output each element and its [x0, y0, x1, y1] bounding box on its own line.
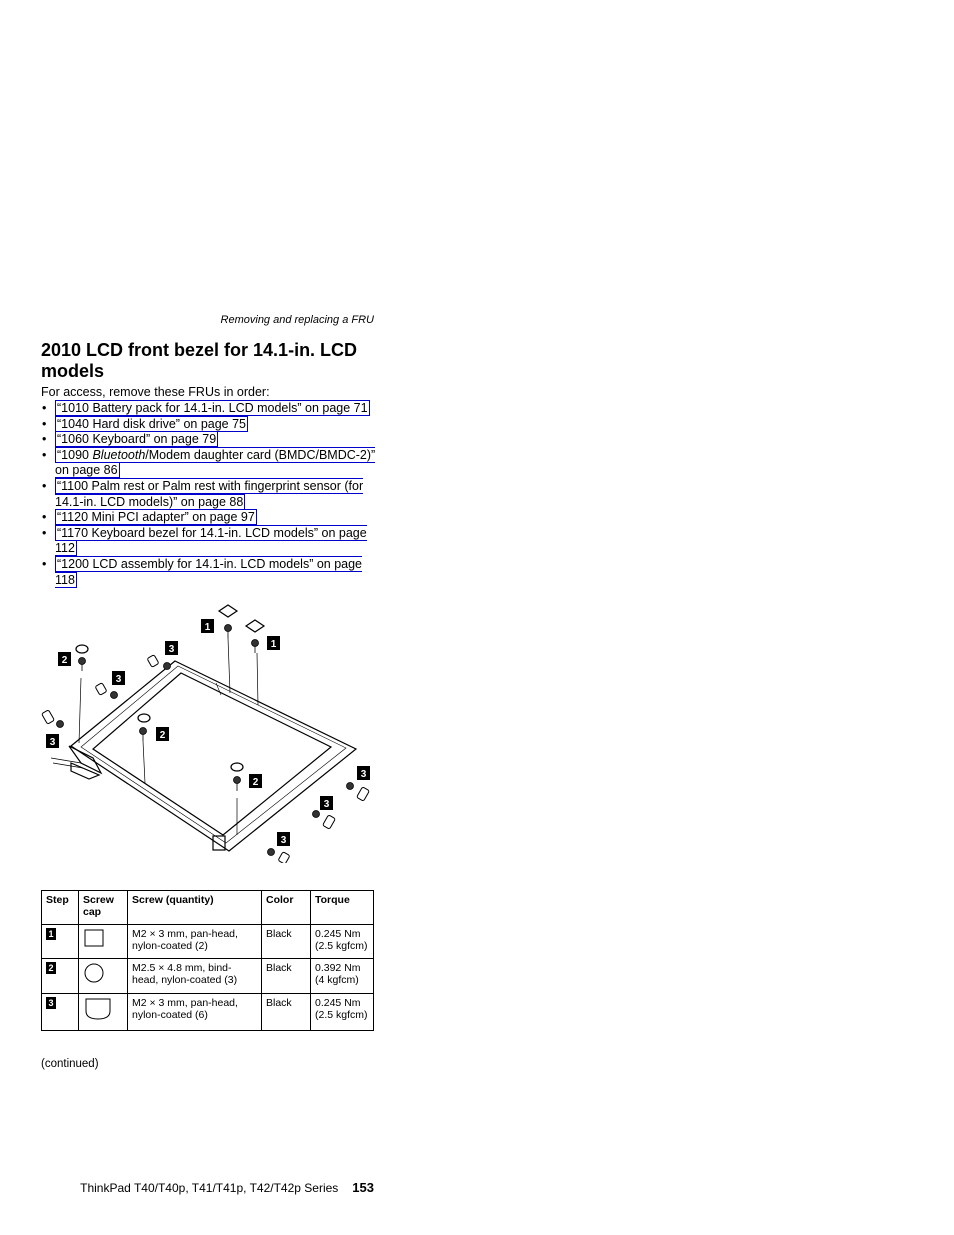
bezel-inner — [93, 673, 331, 835]
step-badge: 3 — [46, 997, 56, 1009]
screw-icon — [225, 625, 232, 632]
series-name: ThinkPad T40/T40p, T41/T41p, T42/T42p Series — [80, 1181, 339, 1195]
fru-link-1060[interactable]: “1060 Keyboard” on page 79 — [57, 432, 217, 447]
screw-spec-table — [41, 890, 374, 1031]
rubber-foot-cap-icon — [357, 787, 370, 801]
step-badge: 2 — [46, 962, 56, 974]
callout-3 — [46, 734, 59, 748]
running-head: Removing and replacing a FRU — [220, 314, 374, 326]
round-cap-icon — [83, 962, 105, 984]
table-row — [42, 925, 374, 959]
svg-text:3: 3 — [49, 737, 56, 748]
callout-3 — [357, 766, 370, 780]
screw-torque: 0.392 Nm (4 kgfcm) — [311, 959, 374, 994]
callout-2 — [249, 774, 262, 788]
screw-icon — [57, 721, 64, 728]
svg-text:3: 3 — [323, 799, 330, 810]
table-row — [42, 959, 374, 994]
fru-link-1010[interactable]: “1010 Battery pack for 14.1-in. LCD models” on page 71 — [57, 401, 368, 415]
bezel-exploded-diagram — [41, 603, 376, 863]
table-header-row — [42, 891, 374, 925]
square-cap-icon — [83, 928, 105, 948]
list-item: • “1090 Bluetooth/Modem daughter card (BMDC/BMDC-2)” on page 86 — [42, 447, 376, 478]
screw-icon — [140, 728, 147, 735]
screw-description: M2 × 3 mm, pan-head, nylon-coated (2) — [128, 925, 262, 959]
round-cap-icon — [76, 645, 88, 653]
screw-torque: 0.245 Nm (2.5 kgfcm) — [311, 994, 374, 1031]
list-item: • “1100 Palm rest or Palm rest with fingerprint sensor (for 14.1-in. LCD models)” on page 88 — [42, 478, 364, 509]
screw-description: M2 × 3 mm, pan-head, nylon-coated (6) — [128, 994, 262, 1031]
link-text-emphasis: Bluetooth — [92, 447, 146, 462]
svg-text:2: 2 — [252, 777, 259, 788]
callout-2 — [156, 727, 169, 741]
svg-text:1: 1 — [204, 622, 211, 633]
callout-3 — [320, 796, 333, 810]
rubber-foot-cap-icon — [323, 815, 336, 829]
fru-link-1090[interactable] — [55, 447, 375, 479]
list-item: • “1170 Keyboard bezel for 14.1-in. LCD models” on page 112 — [42, 525, 367, 556]
link-text-pre: “1090 — [57, 447, 93, 462]
list-item: • “1200 LCD assembly for 14.1-in. LCD models” on page 118 — [42, 556, 363, 587]
header-screw-cap: Screw cap — [79, 891, 128, 925]
fru-link-1100[interactable]: “1100 Palm rest or Palm rest with fingerprint sensor (for 14.1-in. LCD models)” on page 88 — [55, 478, 364, 509]
screw-icon — [268, 849, 275, 856]
section-title: 2010 LCD front bezel for 14.1-in. LCD models — [41, 340, 358, 381]
callout-2 — [58, 652, 71, 666]
svg-text:2: 2 — [61, 655, 68, 666]
intro-text: For access, remove these FRUs in order: — [41, 385, 270, 399]
screw-icon — [111, 692, 118, 699]
rubber-foot-cap-icon — [95, 683, 107, 696]
header-color: Color — [262, 891, 311, 925]
rubber-foot-cap-icon — [83, 997, 113, 1021]
screw-icon — [252, 640, 259, 647]
rubber-foot-cap-icon — [147, 655, 159, 668]
round-cap-icon — [138, 714, 150, 722]
square-cap-icon — [246, 620, 264, 632]
fru-link-1170[interactable]: “1170 Keyboard bezel for 14.1-in. LCD models” on page 112 — [55, 525, 367, 556]
callout-3 — [277, 832, 290, 846]
fru-link-1200[interactable]: “1200 LCD assembly for 14.1-in. LCD models” on page 118 — [55, 556, 363, 587]
callout-1 — [267, 636, 280, 650]
step-badge: 1 — [46, 928, 56, 940]
svg-text:1: 1 — [270, 639, 277, 650]
rubber-foot-cap-icon — [278, 852, 290, 863]
callout-3 — [165, 641, 178, 655]
callout-1 — [201, 619, 214, 633]
screw-icon — [79, 658, 86, 665]
screw-icon — [313, 811, 320, 818]
screw-color: Black — [262, 959, 311, 994]
screw-icon — [347, 783, 354, 790]
svg-text:3: 3 — [168, 644, 175, 655]
fru-link-1120[interactable]: “1120 Mini PCI adapter” on page 97 — [57, 510, 255, 525]
list-item: • “1060 Keyboard” on page 79 — [42, 432, 217, 447]
fru-link-1040[interactable]: “1040 Hard disk drive” on page 75 — [57, 416, 247, 431]
table-row — [42, 994, 374, 1031]
header-torque: Torque — [311, 891, 374, 925]
list-item: • “1120 Mini PCI adapter” on page 97 — [42, 510, 255, 525]
svg-text:2: 2 — [159, 730, 166, 741]
screw-color: Black — [262, 925, 311, 959]
screw-icon — [234, 777, 241, 784]
header-screw-quantity: Screw (quantity) — [128, 891, 262, 925]
page-number: 153 — [352, 1180, 374, 1195]
rubber-foot-cap-icon — [42, 710, 55, 724]
list-item: • “1010 Battery pack for 14.1-in. LCD models” on page 71 — [42, 401, 368, 415]
callout-3 — [112, 671, 125, 685]
page-footer — [61, 1180, 374, 1195]
screw-icon — [164, 663, 171, 670]
continued-note: (continued) — [41, 1058, 99, 1070]
list-item: • “1040 Hard disk drive” on page 75 — [42, 416, 247, 431]
header-step: Step — [42, 891, 79, 925]
square-cap-icon — [219, 605, 237, 617]
round-cap-icon — [231, 763, 243, 771]
link-text-post: /Modem daughter card (BMDC/BMDC-2)” on page 86 — [55, 447, 376, 478]
screw-description: M2.5 × 4.8 mm, bind-head, nylon-coated (3) — [128, 959, 262, 994]
fru-list — [41, 401, 376, 588]
svg-text:3: 3 — [280, 835, 287, 846]
svg-text:3: 3 — [115, 674, 122, 685]
screw-color: Black — [262, 994, 311, 1031]
svg-text:3: 3 — [360, 769, 367, 780]
screw-torque: 0.245 Nm (2.5 kgfcm) — [311, 925, 374, 959]
